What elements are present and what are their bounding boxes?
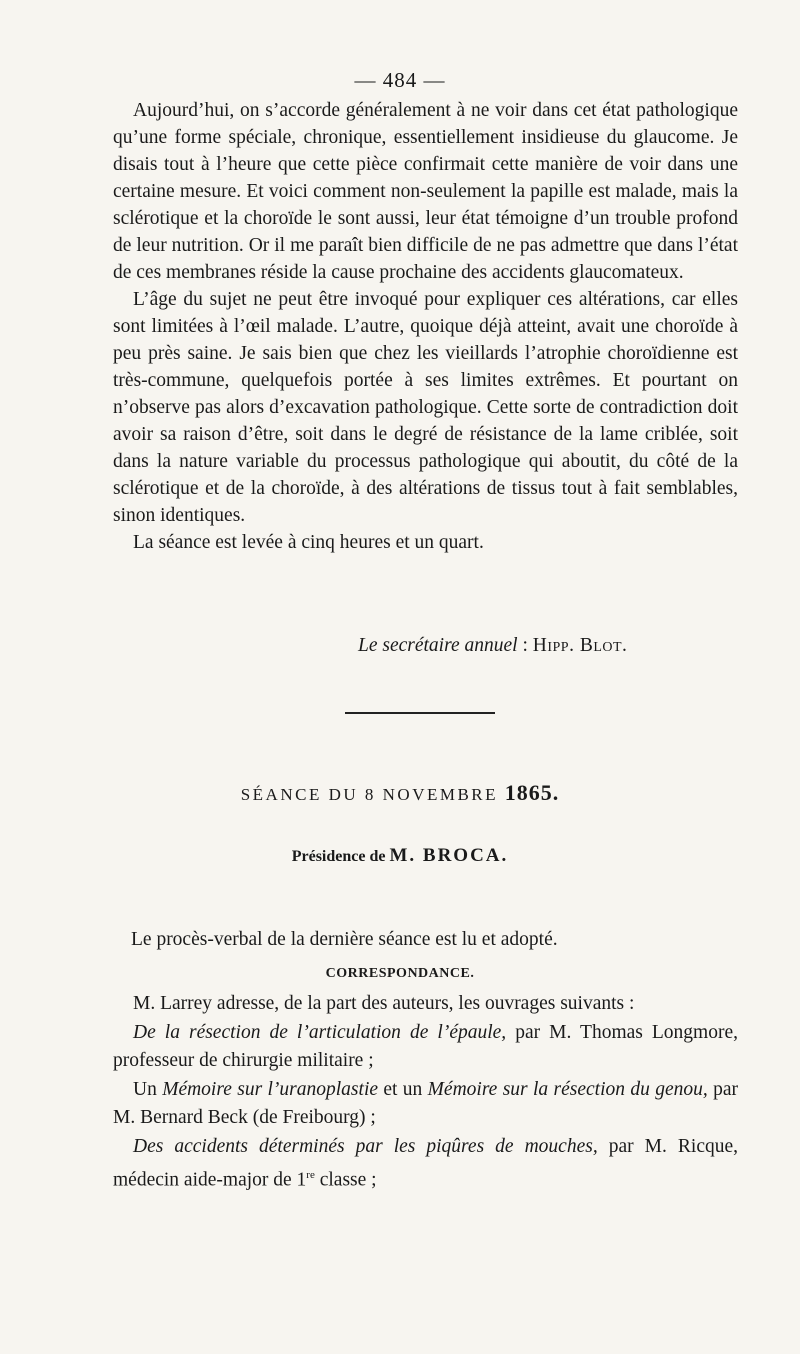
item-2-title-a: Mémoire sur l’uranoplastie [162,1078,379,1100]
item-2-rest: par M. Bernard Beck (de Freibourg) ; [113,1078,738,1128]
paragraph-2: L’âge du sujet ne peut être invoqué pour expliquer ces altérations, car elles sont limitées à l’œil malade. L’autre, quoique déjà atteint, avait une choroïde à peu près saine. Je sais bien que chez les vieillards l’atrophie choroïdienne est très-commune, quelquefois portée à ses limites extrêmes. Et pourtant on n’observe pas alors d’excavation pathologique. Cette sorte de contradiction doit avoir sa raison d’être, soit dans le degré de résistance de la lame criblée, soit dans la nature variable du processus pathologique qui aboutit, du côté de la sclérotique et de la choroïde, à des altérations de tissus tout à fait semblables, sinon identiques. [113,289,738,526]
page-number: — 484 — [354,68,446,92]
item-3-superscript: re [306,1169,315,1181]
seance-year: 1865. [504,780,560,805]
correspondance-item-1 [113,1019,738,1076]
presidence-prefix: Présidence de [291,848,390,865]
item-1-rest: par M. Thomas Longmore, professeur de chirurgie militaire ; [113,1021,739,1071]
presidence-name: M. BROCA. [389,845,509,866]
presidence-heading [0,845,800,867]
signature-separator: : [517,635,533,656]
signature [358,635,627,657]
section-divider [345,712,495,714]
paragraph-1: Aujourd’hui, on s’accorde généralement à ne voir dans cet état pathologique qu’une forme spéciale, chronique, essentiellement insidieuse du glaucome. Je disais tout à l’heure que cette pièce confirmait cette manière de voir dans une certaine mesure. Et voici comment non-seulement la papille est malade, mais la sclérotique et la choroïde le sont aussi, leur état témoigne d’un trouble profond de leur nutrition. Or il me paraît bien difficile de ne pas admettre que dans l’état de ces membranes réside la cause prochaine des accidents glaucomateux. [113,100,738,283]
proces-verbal: Le procès-verbal de la dernière séance est lu et adopté. [131,929,558,950]
signature-name: Hipp. Blot. [532,635,628,656]
correspondance-item-2 [113,1076,738,1133]
item-2-mid: et un [378,1078,428,1100]
correspondance-item-3 [113,1133,738,1196]
correspondance-heading: CORRESPONDANCE. [325,966,475,981]
seance-heading [0,780,800,806]
item-3-end: classe ; [314,1169,377,1191]
item-2-title-b: Mémoire sur la résection du genou, [427,1078,708,1100]
item-3-rest: par M. Ricque, médecin aide-major de 1 [113,1135,739,1191]
item-1-title: De la résection de l’articulation de l’épaule, [133,1021,507,1043]
item-2-pre: Un [133,1078,163,1100]
correspondance-text [113,990,738,1195]
main-text [113,97,738,556]
item-3-title: Des accidents déterminés par les piqûres de mouches, [133,1135,598,1157]
seance-label: SÉANCE DU 8 NOVEMBRE [240,785,499,804]
correspondance-intro: M. Larrey adresse, de la part des auteurs, les ouvrages suivants : [133,993,635,1014]
signature-role: Le secrétaire annuel [358,635,518,656]
paragraph-3: La séance est levée à cinq heures et un quart. [133,532,484,553]
